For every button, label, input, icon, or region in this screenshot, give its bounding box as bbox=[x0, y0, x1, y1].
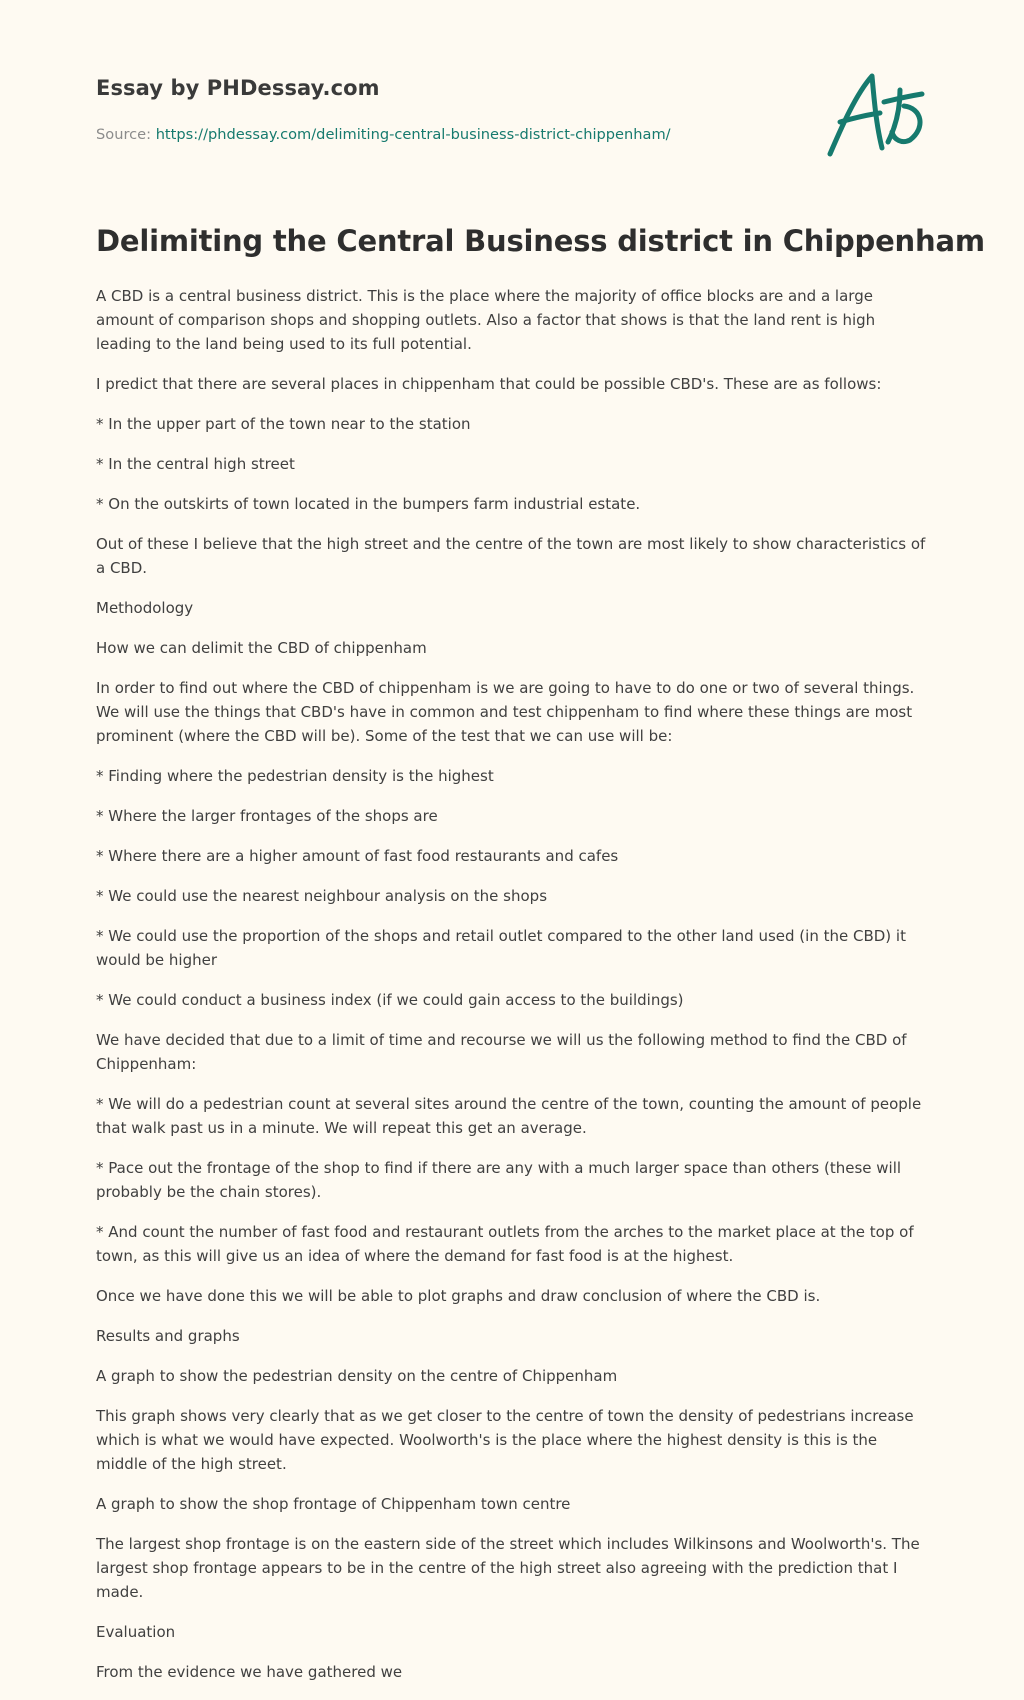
source-label: Source: bbox=[96, 126, 156, 143]
essay-paragraph: How we can delimit the CBD of chippenham bbox=[96, 639, 427, 657]
essay-paragraph: I predict that there are several places in chippenham that could be possible CBD's. These are as follows: bbox=[96, 375, 882, 393]
essay-paragraph: * In the upper part of the town near to the station bbox=[96, 415, 471, 433]
essay-paragraph: A CBD is a central business district. This is the place where the majority of office blocks are and a large amount of comparison shops and shopping outlets. Also a factor that shows is that the land rent is high leading to the land being used to its full potential. bbox=[96, 287, 876, 353]
essay-paragraph: A graph to show the shop frontage of Chippenham town centre bbox=[96, 1495, 571, 1513]
essay-paragraph: * Pace out the frontage of the shop to find if there are any with a much larger space than others (these will probably be the chain stores). bbox=[96, 1159, 902, 1201]
essay-paragraph: * We could use the proportion of the shops and retail outlet compared to the other land used (in the CBD) it would be higher bbox=[96, 927, 906, 969]
source-line bbox=[96, 126, 671, 143]
document-page bbox=[96, 0, 985, 1681]
essay-paragraph: Evaluation bbox=[96, 1623, 176, 1641]
essay-paragraph: This graph shows very clearly that as we get closer to the centre of town the density of pedestrians increase which is what we would have expected. Woolworth's is the place where the highest density is this is the middle of the high street. bbox=[96, 1407, 914, 1473]
essay-paragraph: * On the outskirts of town located in the bumpers farm industrial estate. bbox=[96, 495, 641, 513]
essay-paragraph: * We will do a pedestrian count at several sites around the centre of the town, counting the amount of people that walk past us in a minute. We will repeat this get an average. bbox=[96, 1095, 922, 1137]
source-link[interactable]: https://phdessay.com/delimiting-central-business-district-chippenham/ bbox=[155, 126, 671, 143]
essay-paragraph: * Where the larger frontages of the shops are bbox=[96, 807, 438, 825]
essay-paragraph: Methodology bbox=[96, 599, 194, 617]
essay-paragraph: From the evidence we have gathered we bbox=[96, 1663, 403, 1681]
brand-title: Essay by PHDessay.com bbox=[96, 76, 380, 100]
essay-paragraph: * Where there are a higher amount of fast food restaurants and cafes bbox=[96, 847, 619, 865]
essay-title: Delimiting the Central Business district in Chippenham bbox=[96, 224, 985, 258]
essay-paragraph: In order to find out where the CBD of chippenham is we are going to have to do one or two of several things. We will use the things that CBD's have in common and test chippenham to find where these things are most prominent (where the CBD will be). Some of the test that we can use will be: bbox=[96, 679, 915, 745]
header bbox=[96, 0, 926, 190]
essay-paragraph: * And count the number of fast food and restaurant outlets from the arches to the market place at the top of town, as this will give us an idea of where the demand for fast food is at the highest. bbox=[96, 1223, 914, 1265]
essay-paragraph: Out of these I believe that the high street and the centre of the town are most likely to show characteristics of a CBD. bbox=[96, 535, 926, 577]
essay-paragraph: * In the central high street bbox=[96, 455, 295, 473]
a-plus-logo-icon bbox=[822, 68, 932, 164]
essay-paragraph: * Finding where the pedestrian density is the highest bbox=[96, 767, 494, 785]
essay-body bbox=[96, 284, 926, 1700]
essay-paragraph: * We could conduct a business index (if we could gain access to the buildings) bbox=[96, 991, 684, 1009]
essay-paragraph: The largest shop frontage is on the eastern side of the street which includes Wilkinsons and Woolworth's. The largest shop frontage appears to be in the centre of the high street also agreeing with the prediction that I made. bbox=[96, 1535, 920, 1601]
essay-paragraph: Once we have done this we will be able to plot graphs and draw conclusion of where the CBD is. bbox=[96, 1287, 821, 1305]
essay-paragraph: * We could use the nearest neighbour analysis on the shops bbox=[96, 887, 548, 905]
essay-paragraph: Results and graphs bbox=[96, 1327, 240, 1345]
essay-paragraph: We have decided that due to a limit of time and recourse we will us the following method to find the CBD of Chippenham: bbox=[96, 1031, 907, 1073]
essay-paragraph: A graph to show the pedestrian density on the centre of Chippenham bbox=[96, 1367, 618, 1385]
